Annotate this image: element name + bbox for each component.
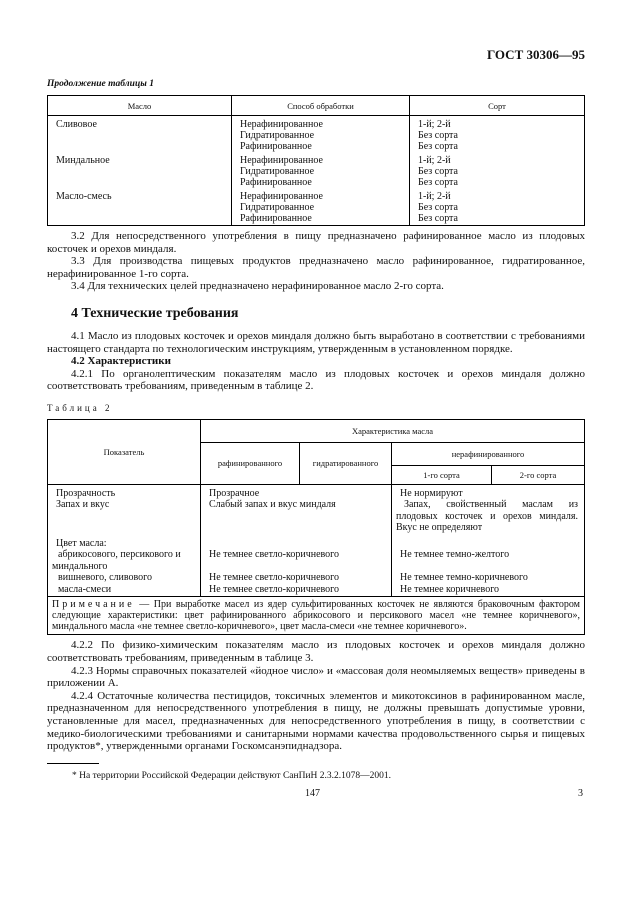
column-header: Способ обработки [232, 96, 410, 116]
footnote: * На территории Российской Федерации действуют СанПиН 2.3.2.1078—2001. [72, 770, 392, 781]
table-row [48, 572, 585, 584]
header-hydrated: гидратированного [300, 442, 392, 484]
table-row [48, 166, 585, 177]
table-row [48, 130, 585, 141]
processing-method: Рафинированное [232, 213, 410, 226]
oil-name [48, 130, 232, 141]
page-footer [47, 788, 585, 802]
unrefined-value [392, 534, 585, 550]
grade: Без сорта [410, 141, 585, 152]
refined-hydrated-value: Не темнее светло-коричневого [201, 549, 392, 572]
table-row [48, 177, 585, 188]
grade: 1-й; 2-й [410, 152, 585, 166]
table-row [48, 499, 585, 534]
processing-method: Нерафинированное [232, 152, 410, 166]
oil-name: Масло-смесь [48, 188, 232, 202]
table-row [48, 152, 585, 166]
table-row [48, 534, 585, 550]
paragraph-4-2-4: 4.2.4 Остаточные количества пестицидов, токсичных элементов и микотоксинов в рафинированном масле, предназначенном для непосредственного употребления в пищу, не должны превышать допустимые уровни, установленные для масел, предназначенных для непосредственного употребления в пищу, в соответствии с медико-биологическими требованиями и санитарными нормами качества продовольственного сырья и пищевых продуктов*, утвержденными органами Госкомсанэпиднадзора. [47, 689, 585, 753]
header-indicator: Показатель [48, 419, 201, 484]
unrefined-value: Не темнее коричневого [392, 584, 585, 597]
paragraph-3-2: 3.2 Для непосредственного употребления в пищу предназначено рафинированное масло из плодовых косточек и орехов миндаля. [47, 230, 585, 255]
processing-method: Рафинированное [232, 177, 410, 188]
header-grade-1: 1-го сорта [392, 465, 492, 484]
subsection-heading: 4.2 Характеристики [71, 355, 171, 368]
indicator: вишневого, сливового [48, 572, 201, 584]
grade: 1-й; 2-й [410, 116, 585, 131]
header-refined: рафинированного [201, 442, 300, 484]
table-row [48, 213, 585, 226]
paragraph-4-1: 4.1 Масло из плодовых косточек и орехов миндаля должно быть выработано в соответствии с требованиями настоящего стандарта по технологическим инструкциям, утвержденным в установленном порядке. [47, 329, 585, 355]
grade: 1-й; 2-й [410, 188, 585, 202]
page-number-center: 147 [305, 787, 320, 799]
indicator: масла-смеси [48, 584, 201, 597]
table-row [48, 188, 585, 202]
unrefined-value: Запах, свойственный маслам из плодовых косточек и орехов миндаля. Вкус не определяют [392, 499, 585, 534]
column-header: Масло [48, 96, 232, 116]
paragraph-3-3: 3.3 Для производства пищевых продуктов предназначено масло рафинированное, гидратированное, нерафинированное 1-го сорта. [47, 255, 585, 280]
header-grade-2: 2-го сорта [492, 465, 585, 484]
page-number-right: 3 [578, 787, 583, 799]
processing-method: Гидратированное [232, 202, 410, 213]
table-row [48, 202, 585, 213]
table-1 [47, 95, 585, 226]
unrefined-value: Не темнее темно-коричневого [392, 572, 585, 584]
paragraph-3-4: 3.4 Для технических целей предназначено нерафинированное масло 2-го сорта. [71, 280, 444, 293]
oil-name [48, 141, 232, 152]
table1-caption: Продолжение таблицы 1 [47, 79, 154, 89]
paragraph-4-2-3: 4.2.3 Нормы справочных показателей «йодное число» и «массовая доля неомыляемых веществ» приведены в приложении А. [47, 664, 585, 690]
refined-hydrated-value: Не темнее светло-коричневого [201, 584, 392, 597]
table-2 [47, 419, 585, 636]
refined-hydrated-value: Не темнее светло-коричневого [201, 572, 392, 584]
indicator: Цвет масла: [48, 534, 201, 550]
processing-method: Рафинированное [232, 141, 410, 152]
processing-method: Нерафинированное [232, 188, 410, 202]
indicator: Прозрачность [48, 484, 201, 499]
grade: Без сорта [410, 213, 585, 226]
grade: Без сорта [410, 130, 585, 141]
paragraph-4-2-2: 4.2.2 По физико-химическим показателям масло из плодовых косточек и орехов миндаля должно соответствовать требованиям, приведенным в таблице 3. [47, 639, 585, 665]
table-row [48, 141, 585, 152]
table2-caption: Таблица 2 [47, 402, 113, 413]
table-note [48, 597, 585, 635]
unrefined-value: Не темнее темно-желтого [392, 549, 585, 572]
table-row [48, 584, 585, 597]
header-characteristic: Характеристика масла [201, 419, 585, 442]
oil-name: Миндальное [48, 152, 232, 166]
oil-name [48, 213, 232, 226]
oil-name [48, 202, 232, 213]
oil-name: Сливовое [48, 116, 232, 131]
indicator: Запах и вкус [48, 499, 201, 534]
indicator: абрикосового, персикового и миндального [48, 549, 201, 572]
oil-name [48, 166, 232, 177]
processing-method: Гидратированное [232, 130, 410, 141]
document-id: ГОСТ 30306—95 [486, 47, 585, 62]
grade: Без сорта [410, 177, 585, 188]
section-heading: 4 Технические требования [71, 305, 239, 321]
table-row [48, 549, 585, 572]
unrefined-value: Не нормируют [392, 484, 585, 499]
paragraph-4-2-1: 4.2.1 По органолептическим показателям масло из плодовых косточек и орехов миндаля должно соответствовать требованиям, приведенным в таблице 2. [47, 367, 585, 393]
processing-method: Гидратированное [232, 166, 410, 177]
column-header: Сорт [410, 96, 585, 116]
header-unrefined: нерафинированного [392, 442, 585, 465]
footnote-divider [47, 763, 99, 764]
processing-method: Нерафинированное [232, 116, 410, 131]
refined-hydrated-value [201, 534, 392, 550]
table-row [48, 116, 585, 131]
refined-hydrated-value: Слабый запах и вкус миндаля [201, 499, 392, 534]
grade: Без сорта [410, 166, 585, 177]
note-label: Примечание [52, 599, 135, 611]
grade: Без сорта [410, 202, 585, 213]
table-row [48, 484, 585, 499]
note-text: — При выработке масел из ядер сульфитированных косточек не являются браковочным фактором следующие характеристики: цвет рафинированного абрикосового и персикового масел «не темнее коричневого», миндального масла «не темнее светло-коричневого», цвет масла-смеси «не темнее коричневого». [52, 599, 580, 633]
oil-name [48, 177, 232, 188]
refined-hydrated-value: Прозрачное [201, 484, 392, 499]
